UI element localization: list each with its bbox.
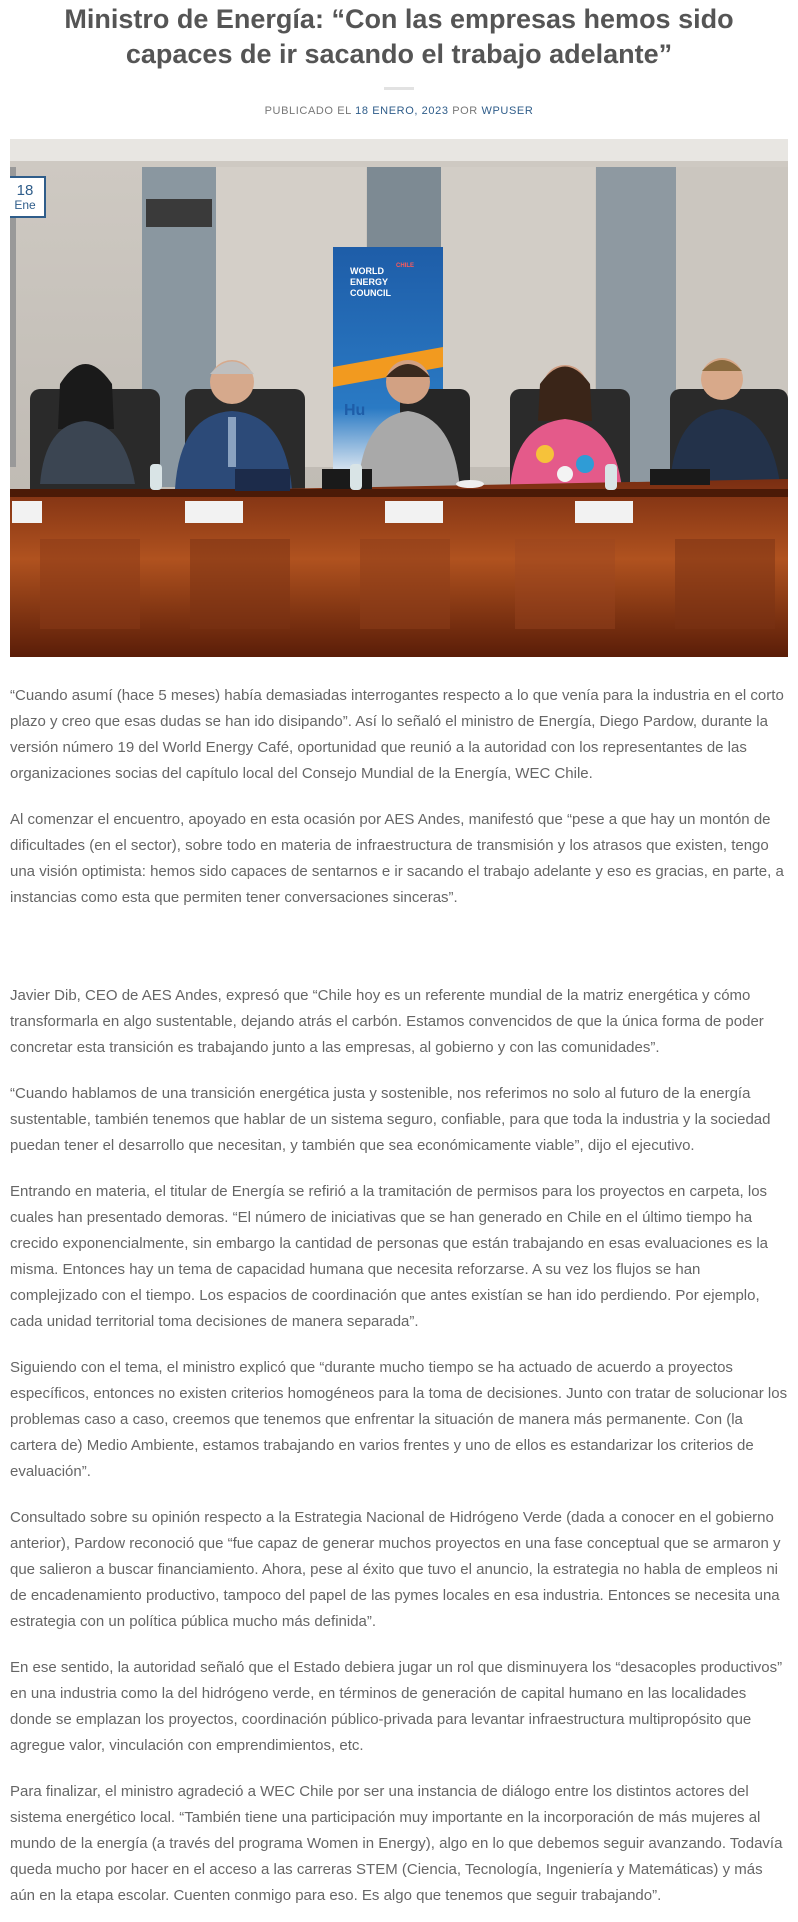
banner-line-3: COUNCIL	[350, 288, 391, 298]
banner-tag: CHILE	[396, 263, 414, 269]
article-paragraph: “Cuando hablamos de una transición energética justa y sostenible, nos referimos no solo al futuro de la energía sustentable, también tenemos que hablar de un sistema seguro, confiable, para que toda la industria y la sociedad puedan tener el desarrollo que necesitan, y también que sea económicamente viable”, dijo el ejecutivo.	[10, 1085, 771, 1154]
date-badge	[10, 176, 46, 218]
meeting-photo	[10, 139, 788, 657]
banner-line-1: WORLD	[350, 266, 384, 276]
date-badge-day: 18	[16, 182, 34, 199]
banner-line-2: ENERGY	[350, 277, 389, 287]
title-divider	[384, 87, 414, 90]
post-meta	[10, 105, 788, 117]
meta-author-link[interactable]: WPUSER	[481, 105, 534, 117]
article-paragraph: Siguiendo con el tema, el ministro explicó que “durante mucho tiempo se ha actuado de acuerdo a proyectos específicos, entonces no existen criterios homogéneos para la toma de decisiones. Junto con tratar de solucionar los problemas caso a caso, creemos que tenemos que enfrentar la situación de manera más permanente. Con (la cartera de) Medio Ambiente, estamos trabajando en varios frentes y uno de ellos es estandarizar los criterios de evaluación”.	[10, 1359, 788, 1480]
article-paragraph: Entrando en materia, el titular de Energía se refirió a la tramitación de permisos para los proyectos en carpeta, los cuales han presentado demoras. “El número de iniciativas que se han generado en Chile en el último tiempo ha crecido exponencialmente, sin embargo la cantidad de personas que están trabajando en esas evaluaciones es la misma. Entonces hay un tema de capacidad humana que necesita reforzarse. A su vez los flujos se han complejizado con el tiempo. Los espacios de coordinación que antes existían se han ido perdiendo. Por ejemplo, cada unidad territorial toma decisiones de manera separada”.	[10, 1183, 768, 1330]
article-paragraph: Para finalizar, el ministro agradeció a WEC Chile por ser una instancia de diálogo entre los distintos actores del sistema energético local. “También tiene una participación muy importante en la incorporación de más mujeres al mundo de la energía (a través del programa Women in Energy), algo en lo que debemos seguir avanzando. Todavía queda mucho por hacer en el acceso a las carreras STEM (Ciencia, Tecnología, Ingeniería y Matemáticas) y más aún en la etapa escolar. Cuenten conmigo para eso. Es algo que tenemos que seguir trabajando”.	[10, 1783, 783, 1904]
article-paragraph: En ese sentido, la autoridad señaló que el Estado debiera jugar un rol que disminuyera los “desacoples productivos” en una industria como la del hidrógeno verde, en términos de generación de capital humano en las localidades donde se emplazan los proyectos, coordinación público-privada para levantar infraestructura multipropósito que agregue valor, vinculación con emprendimientos, etc.	[10, 1659, 783, 1754]
date-badge-month: Ene	[14, 198, 36, 212]
article-body	[10, 683, 788, 1909]
article-paragraph: Consultado sobre su opinión respecto a la Estrategia Nacional de Hidrógeno Verde (dada a conocer en el gobierno anterior), Pardow reconoció que “fue capaz de generar muchos proyectos en una fase conceptual que se armaron y que salieron a buscar financiamiento. Ahora, pese al éxito que tuvo el anuncio, la estrategia no habla de empleos ni de encadenamiento productivo, tampoco del papel de las pymes locales en esa industria. Entonces se necesita una estrategia con un política pública mucho más definida”.	[10, 1509, 781, 1630]
meta-by-label: POR	[452, 105, 478, 117]
featured-image	[10, 139, 788, 657]
post-title: Ministro de Energía: “Con las empresas hemos sido capaces de ir sacando el trabajo adelante”	[64, 4, 734, 69]
post-container	[10, 0, 788, 1909]
meta-published-label: PUBLICADO EL	[264, 105, 352, 117]
article-paragraph: Al comenzar el encuentro, apoyado en esta ocasión por AES Andes, manifestó que “pese a que hay un montón de dificultades (en el sector), sobre todo en materia de infraestructura de transmisión y los atrasos que existen, tengo una visión optimista: hemos sido capaces de sentarnos e ir sacando el trabajo adelante y eso es gracias, en parte, a instancias como esta que permiten tener conversaciones sinceras”.	[10, 811, 784, 906]
meta-date-link[interactable]: 18 ENERO, 2023	[355, 105, 449, 117]
empty-block	[10, 931, 788, 983]
banner-bottom-text: Hu	[344, 402, 366, 419]
article-paragraph: “Cuando asumí (hace 5 meses) había demasiadas interrogantes respecto a lo que venía para la industria en el corto plazo y creo que esas dudas se han ido disipando”. Así lo señaló el ministro de Energía, Diego Pardow, durante la versión número 19 del World Energy Café, oportunidad que reunió a la autoridad con los representantes de las organizaciones socias del capítulo local del Consejo Mundial de la Energía, WEC Chile.	[10, 687, 784, 782]
article-paragraph: Javier Dib, CEO de AES Andes, expresó que “Chile hoy es un referente mundial de la matriz energética y cómo transformarla en algo sustentable, dejando atrás el carbón. Estamos convencidos de que la única forma de poder concretar esta transición es trabajando junto a las empresas, al gobierno y con las comunidades”.	[10, 987, 764, 1056]
